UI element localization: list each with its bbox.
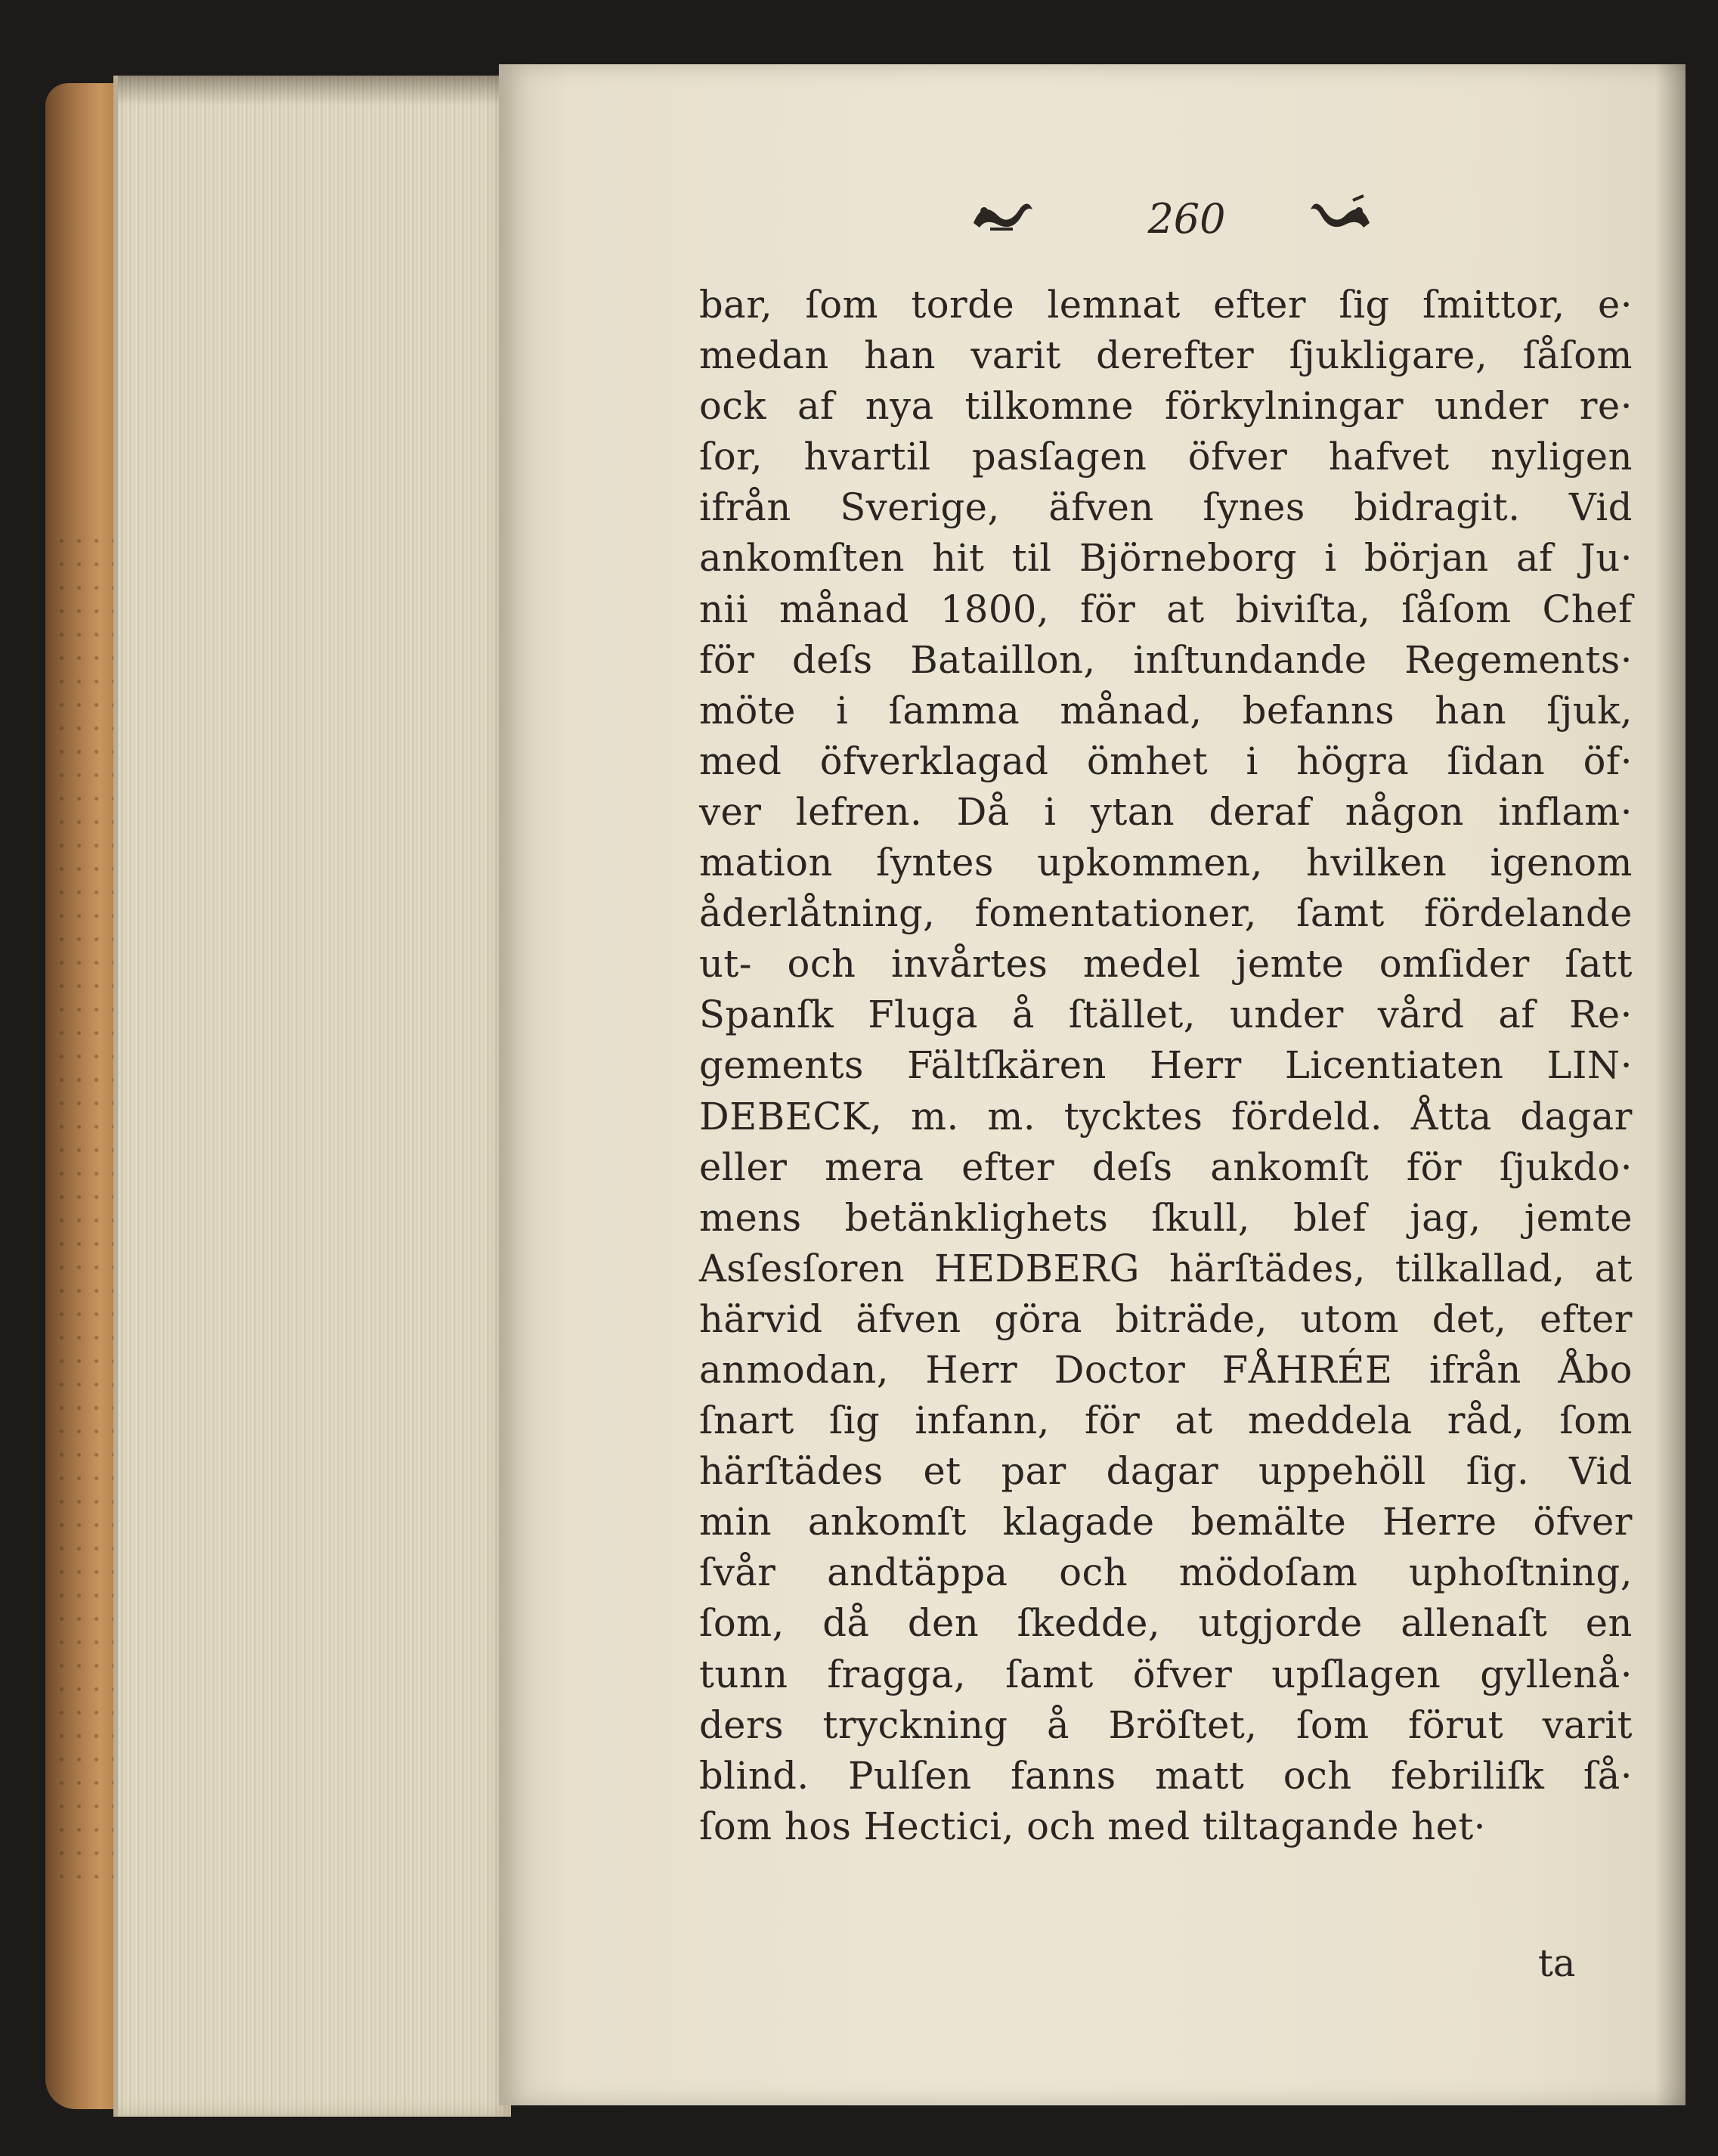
word: m. <box>911 1094 959 1138</box>
word: klagade <box>1002 1500 1155 1544</box>
word: anmodan, <box>699 1347 889 1392</box>
word: å <box>1011 993 1035 1037</box>
word: då <box>822 1601 870 1646</box>
word: den <box>907 1601 980 1646</box>
text-line <box>699 1040 1633 1091</box>
word: ſjukligare, <box>1289 333 1488 378</box>
word: DEBECK, <box>699 1094 883 1138</box>
word: det, <box>1432 1296 1507 1341</box>
word: mens <box>699 1195 802 1240</box>
running-header <box>499 185 1685 253</box>
word: igenom <box>1490 841 1633 885</box>
word: pasſagen <box>972 435 1147 479</box>
text-line <box>699 939 1633 990</box>
word: deſs <box>792 637 873 682</box>
word: bar, <box>699 283 773 327</box>
word: nyligen <box>1490 435 1633 479</box>
word: jemte <box>1524 1195 1633 1240</box>
word: gyllenå· <box>1480 1652 1633 1696</box>
word: Hectici, <box>863 1804 1014 1848</box>
word: upſlagen <box>1271 1652 1441 1696</box>
word: re· <box>1579 384 1633 429</box>
word: ders <box>699 1702 785 1747</box>
word: nii <box>699 587 749 631</box>
text-line <box>699 888 1633 939</box>
text-line <box>699 381 1633 432</box>
word: för <box>1406 1145 1463 1189</box>
word: Doctor <box>1054 1347 1186 1392</box>
fleuron-left-icon <box>967 193 1035 238</box>
word: och <box>1059 1550 1128 1595</box>
word: Åbo <box>1558 1347 1633 1392</box>
word: äfven <box>856 1296 961 1341</box>
word: härſtädes, <box>1169 1246 1366 1290</box>
word: öfverklagad <box>819 739 1049 783</box>
word: HEDBERG <box>934 1246 1140 1290</box>
word: ut- <box>699 942 752 987</box>
word: och <box>1283 1753 1352 1798</box>
word: efter <box>961 1145 1055 1189</box>
word: uppehöll <box>1258 1449 1426 1494</box>
text-line <box>699 1446 1633 1497</box>
word: inſtundande <box>1133 637 1367 682</box>
word: början <box>1364 536 1489 581</box>
word: äfven <box>1048 485 1154 530</box>
word: vård <box>1377 993 1465 1037</box>
word: ſamt <box>1005 1652 1094 1696</box>
word: Chef <box>1542 587 1633 631</box>
word: Björneborg <box>1079 536 1298 581</box>
text-line <box>699 432 1633 482</box>
word: ytan <box>1090 789 1175 834</box>
word: ifrån <box>699 485 791 530</box>
word: ſnart <box>699 1399 794 1443</box>
word: råd, <box>1447 1399 1525 1443</box>
word: Då <box>956 789 1010 834</box>
word: härvid <box>699 1296 823 1341</box>
text-line <box>699 838 1633 888</box>
word: af <box>1515 536 1553 581</box>
word: i <box>1324 536 1337 581</box>
fleuron-right-icon <box>1308 193 1376 238</box>
word: månad, <box>1060 688 1203 733</box>
text-line <box>699 1801 1633 1852</box>
word: ſamt <box>1296 891 1385 936</box>
word: tiltagande <box>1202 1804 1399 1848</box>
word: ſåſom <box>1401 587 1512 631</box>
word: ſig <box>1339 283 1390 327</box>
word: tryckning <box>822 1702 1008 1747</box>
word: han <box>1435 688 1507 733</box>
word: hit <box>932 536 985 581</box>
word: deſs <box>1091 1145 1173 1189</box>
word: ankomſt <box>1210 1145 1370 1189</box>
word: hos <box>784 1804 852 1848</box>
word: ömhet <box>1086 739 1209 783</box>
text-line <box>699 533 1633 584</box>
word: et <box>923 1449 961 1494</box>
word: gements <box>699 1043 864 1088</box>
word: af <box>1498 993 1536 1037</box>
word: medan <box>699 333 829 378</box>
word: möte <box>699 688 796 733</box>
word: ſjukdo· <box>1499 1145 1633 1189</box>
word: at <box>1594 1246 1633 1290</box>
word: förut <box>1408 1702 1504 1747</box>
word: Sverige, <box>840 485 1000 530</box>
word: för <box>1084 1399 1141 1443</box>
word: under <box>1229 993 1344 1037</box>
word: och <box>787 942 856 987</box>
text-line <box>699 736 1633 787</box>
text-line <box>699 1700 1633 1751</box>
body-text <box>699 280 1633 1852</box>
word: Regements· <box>1404 637 1633 682</box>
word: ſom <box>1559 1399 1633 1443</box>
word: öfver <box>1132 1652 1233 1696</box>
word: utgjorde <box>1198 1601 1363 1646</box>
word: andtäppa <box>827 1550 1008 1595</box>
word: tilkallad, <box>1395 1246 1565 1290</box>
word: lemnat <box>1047 283 1181 327</box>
word: at <box>1166 587 1205 631</box>
word: til <box>1011 536 1052 581</box>
word: infann, <box>915 1399 1050 1443</box>
word: härſtädes <box>699 1449 884 1494</box>
word: för <box>699 637 755 682</box>
word: Vid <box>1569 485 1633 530</box>
word: upkommen, <box>1037 841 1263 885</box>
word: lefren. <box>795 789 923 834</box>
word: Herr <box>1150 1043 1242 1088</box>
page-number: 260 <box>1147 195 1226 243</box>
word: par <box>1001 1449 1066 1494</box>
word: inflam· <box>1498 789 1633 834</box>
word: ſtället, <box>1068 993 1196 1037</box>
text-line <box>699 584 1633 635</box>
word: varit <box>1542 1702 1633 1747</box>
word: högra <box>1296 739 1410 783</box>
word: FÅHRÉE <box>1221 1347 1393 1392</box>
word: öf· <box>1583 739 1633 783</box>
word: varit <box>970 333 1061 378</box>
text-line <box>699 1396 1633 1446</box>
word: af <box>797 384 834 429</box>
word: jag, <box>1410 1195 1481 1240</box>
word: utom <box>1300 1296 1400 1341</box>
word: 1800, <box>939 587 1050 631</box>
word: ſamma <box>888 688 1020 733</box>
word: ſå· <box>1583 1753 1633 1798</box>
word: het· <box>1411 1804 1487 1848</box>
text-line <box>699 990 1633 1040</box>
catchword: ta <box>1538 1941 1576 1985</box>
word: bidragit. <box>1354 485 1521 530</box>
word: i <box>836 688 849 733</box>
word: biträde, <box>1115 1296 1268 1341</box>
word: omſider <box>1379 942 1530 987</box>
word: i <box>1044 789 1057 834</box>
word: biviſta, <box>1235 587 1371 631</box>
word: ſåſom <box>1522 333 1633 378</box>
word: ankomſten <box>699 536 905 581</box>
word: ock <box>699 384 767 429</box>
word: ver <box>699 789 762 834</box>
word: m. <box>987 1094 1036 1138</box>
word: ſor, <box>699 435 763 479</box>
word: Herr <box>925 1347 1018 1392</box>
word: fördelande <box>1423 891 1633 936</box>
word: mera <box>825 1145 924 1189</box>
word: Pulſen <box>848 1753 972 1798</box>
word: fanns <box>1011 1753 1116 1798</box>
word: eller <box>699 1145 788 1189</box>
word: efter <box>1213 283 1307 327</box>
word: någon <box>1345 789 1465 834</box>
word: tunn <box>699 1652 788 1696</box>
word: förkylningar <box>1164 384 1404 429</box>
word: ſjuk, <box>1546 688 1633 733</box>
word: febriliſk <box>1391 1753 1545 1798</box>
text-line <box>699 1547 1633 1598</box>
word: Spanſk <box>699 993 834 1037</box>
word: befanns <box>1242 688 1395 733</box>
word: hafvet <box>1328 435 1450 479</box>
text-line <box>699 1193 1633 1244</box>
text-line <box>699 1092 1633 1142</box>
word: fomentationer, <box>974 891 1257 936</box>
word: fördeld. <box>1231 1094 1383 1138</box>
word: tycktes <box>1063 1094 1203 1138</box>
word: öfver <box>1187 435 1288 479</box>
word: derefter <box>1096 333 1255 378</box>
text-line <box>699 1497 1633 1547</box>
word: ſyntes <box>876 841 994 885</box>
word: ſvår <box>699 1550 776 1595</box>
word: ſkedde, <box>1017 1601 1161 1646</box>
word: öfver <box>1533 1500 1633 1544</box>
word: Bröſtet, <box>1108 1702 1258 1747</box>
word: ſynes <box>1203 485 1305 530</box>
word: min <box>699 1500 772 1544</box>
word: Åtta <box>1410 1094 1492 1138</box>
word: ſig <box>828 1399 881 1443</box>
text-line <box>699 787 1633 838</box>
word: Re· <box>1569 993 1633 1037</box>
word: Fältſkären <box>907 1043 1107 1088</box>
word: nya <box>865 384 934 429</box>
word: blind. <box>699 1753 809 1798</box>
word: och <box>1026 1804 1096 1848</box>
word: Asſesſoren <box>699 1246 905 1290</box>
text-line <box>699 1345 1633 1396</box>
word: tilkomne <box>964 384 1134 429</box>
word: ſig. <box>1466 1449 1530 1494</box>
word: dagar <box>1106 1449 1219 1494</box>
word: blef <box>1293 1195 1367 1240</box>
word: ſom <box>699 1804 772 1848</box>
text-line <box>699 1244 1633 1294</box>
text-line <box>699 482 1633 533</box>
word: ſatt <box>1565 942 1633 987</box>
word: meddela <box>1247 1399 1413 1443</box>
text-line <box>699 686 1633 736</box>
word: hvilken <box>1306 841 1447 885</box>
text-line <box>699 1142 1633 1193</box>
word: fragga, <box>827 1652 967 1696</box>
word: ſom <box>1296 1702 1370 1747</box>
word: Fluga <box>868 993 978 1037</box>
word: deraf <box>1209 789 1311 834</box>
word: en <box>1585 1601 1633 1646</box>
word: månad <box>779 587 909 631</box>
word: med <box>1107 1804 1190 1848</box>
word: LIN· <box>1546 1043 1633 1088</box>
word: ſmittor, <box>1422 283 1565 327</box>
word: invårtes <box>890 942 1048 987</box>
word: å <box>1047 1702 1070 1747</box>
word: betänklighets <box>844 1195 1109 1240</box>
word: ankomſt <box>807 1500 967 1544</box>
word: dagar <box>1520 1094 1633 1138</box>
word: för <box>1080 587 1136 631</box>
word: mation <box>699 841 833 885</box>
word: ſom <box>805 283 879 327</box>
word: e· <box>1597 283 1633 327</box>
word: åderlåtning, <box>699 891 936 936</box>
word: Herre <box>1382 1500 1497 1544</box>
word: mödoſam <box>1178 1550 1358 1595</box>
text-line <box>699 1751 1633 1801</box>
text-line <box>699 280 1633 330</box>
word: ſkull, <box>1151 1195 1250 1240</box>
text-line <box>699 1598 1633 1649</box>
word: göra <box>994 1296 1082 1341</box>
word: ſom, <box>699 1601 785 1646</box>
word: ſidan <box>1447 739 1546 783</box>
word: jemte <box>1235 942 1345 987</box>
word: torde <box>911 283 1015 327</box>
text-line <box>699 1294 1633 1345</box>
word: medel <box>1082 942 1201 987</box>
word: han <box>864 333 936 378</box>
word: Bataillon, <box>910 637 1096 682</box>
word: at <box>1175 1399 1213 1443</box>
word: Ju· <box>1580 536 1633 581</box>
word: uphoſtning, <box>1409 1550 1633 1595</box>
page-edges <box>113 76 511 2117</box>
word: i <box>1246 739 1258 783</box>
word: under <box>1434 384 1549 429</box>
word: med <box>699 739 782 783</box>
word: Vid <box>1569 1449 1633 1494</box>
text-line <box>699 635 1633 686</box>
text-line <box>699 1650 1633 1700</box>
page-gutter-shadow <box>1655 64 1685 2105</box>
word: bemälte <box>1190 1500 1347 1544</box>
word: Licentiaten <box>1284 1043 1504 1088</box>
word: allenaſt <box>1401 1601 1548 1646</box>
word: efter <box>1539 1296 1633 1341</box>
text-line <box>699 330 1633 381</box>
word: matt <box>1155 1753 1245 1798</box>
word: ifrån <box>1429 1347 1521 1392</box>
book-page <box>499 64 1685 2105</box>
word: hvartil <box>803 435 931 479</box>
